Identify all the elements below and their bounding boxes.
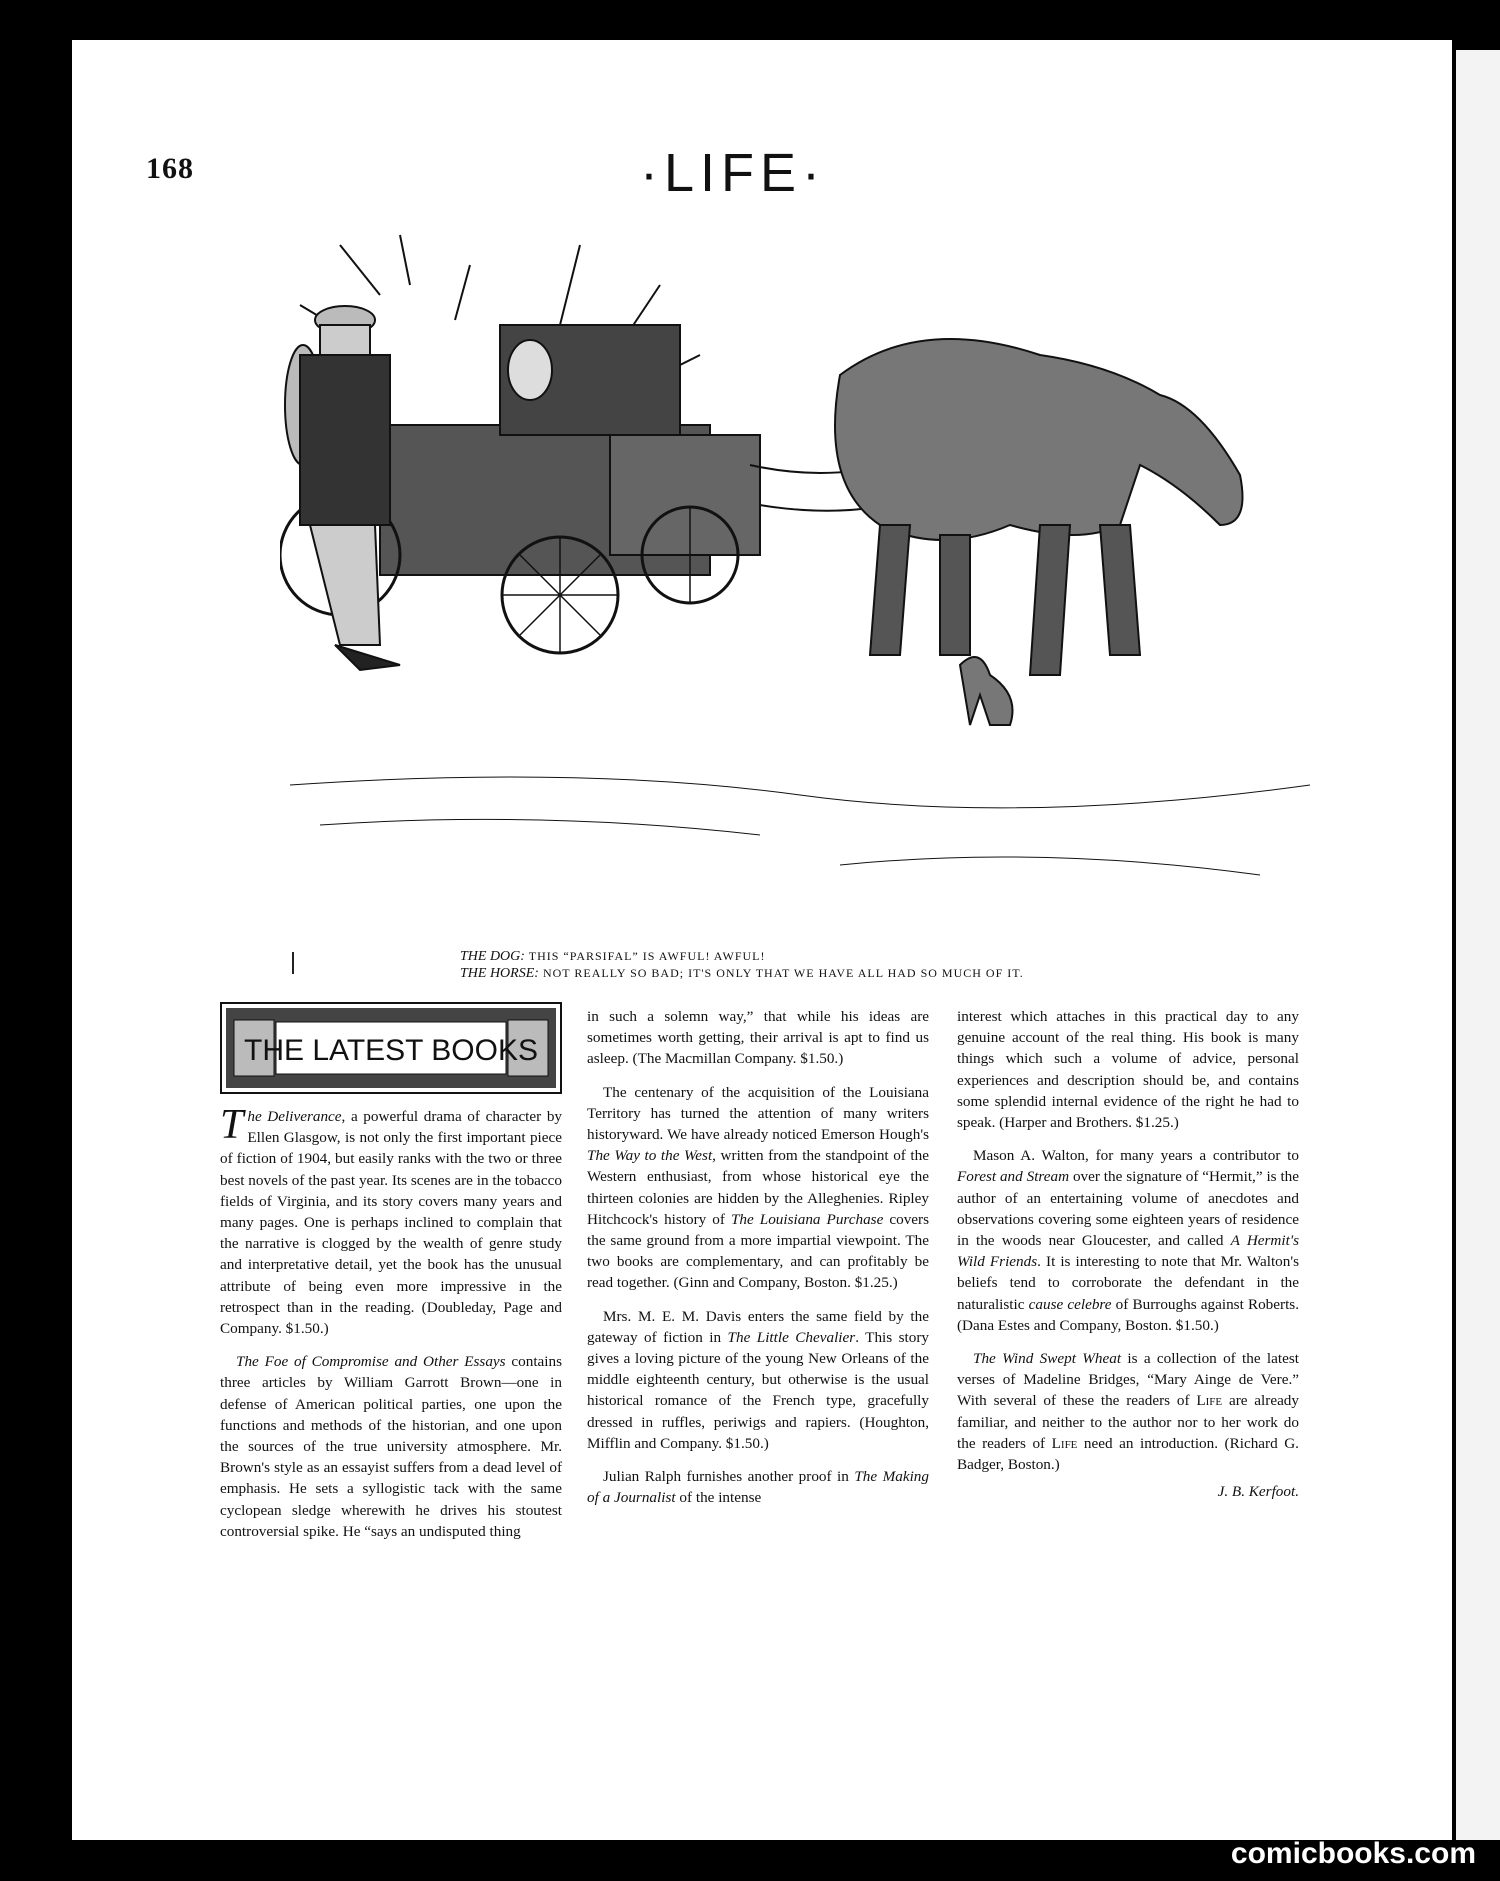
caption-dog xyxy=(460,948,1400,965)
caption-dog-text: THIS “PARSIFAL” IS AWFUL! AWFUL! xyxy=(528,949,766,963)
paragraph-text: over the signature of “Hermit,” is the author of an entertaining volume of anecdotes and observations covering some eighteen years of residence in the woods near Gloucester, and called xyxy=(957,1168,1299,1250)
man-figure xyxy=(300,306,400,670)
horse-figure xyxy=(835,339,1243,675)
italic-phrase: cause celebre xyxy=(1028,1295,1112,1313)
paragraph-text: , written from the standpoint of the Western enthusiast, from whose historical eye the thirteen colonies are hidden by the Alleghenies. Ripley Hitchcock's history of xyxy=(587,1147,929,1228)
magazine-name: Life xyxy=(1196,1392,1223,1410)
book-title: A Hermit's Wild Friends xyxy=(957,1232,1299,1271)
publication-title: Forest and Stream xyxy=(957,1168,1070,1186)
paragraph-text: of Burroughs against Roberts. (Dana Estes and Company, Boston. $1.50.) xyxy=(957,1295,1299,1334)
site-watermark: comicbooks.com xyxy=(1230,1837,1476,1870)
paragraph-text: Julian Ralph furnishes another proof in xyxy=(603,1468,855,1486)
paragraph-deliverance xyxy=(220,1102,563,1339)
paragraph-foe-of-compromise xyxy=(220,1351,562,1542)
paragraph-text: of the intense xyxy=(675,1489,762,1507)
section-banner xyxy=(220,1002,562,1094)
paragraph-text: in such a solemn way,” that while his ideas are sometimes worth getting, their arrival is apt to find us asleep. (The Macmillan Company. $1.50.) xyxy=(587,1008,929,1068)
paragraph-continuation xyxy=(587,1006,929,1070)
book-title: he Deliverance xyxy=(247,1108,342,1125)
paragraph-text: interest which attaches in this practical day to any genuine account of the real thing. His book is many things which such a volume of advice, personal experiences and description should be, and contains some splendid internal evidence of the right he had to speak. (Harper and Brothers. $1.25.) xyxy=(957,1008,1299,1132)
paragraph-text: The centenary of the acquisition of the Louisiana Territory has turned the attention of many writers historyward. We have already noticed Emerson Hough's xyxy=(587,1083,929,1144)
paragraph-text: contains three articles by William Garrott Brown—one in defense of American political parties, one upon the functions and methods of the historian, and one upon the sources of the true university atmosphere. Mr. Brown's style as an essayist suffers from a dead level of emphasis. He sets a syllogistic tack with the same cyclopean sledge wherewith he drives his stoutest controversial spike. He “says an undisputed thing xyxy=(220,1353,562,1540)
book-title: The Way to the West xyxy=(587,1147,713,1165)
book-title: The Louisiana Purchase xyxy=(730,1210,884,1228)
caption-horse-speaker: THE HORSE: xyxy=(460,966,539,981)
paragraph-text: Mrs. M. E. M. Davis enters the same field by the gateway of fiction in xyxy=(587,1307,929,1346)
book-title: The Wind Swept Wheat xyxy=(973,1350,1122,1368)
paragraph-text: are already familiar, and neither to the author nor to her work do the readers of xyxy=(957,1392,1299,1452)
column-2 xyxy=(587,1006,929,1520)
paragraph-text: , a powerful drama of character by Ellen Glasgow, is not only the first important piece of fiction of 1904, but easily ranks with the two or three best novels of the past year. Its scenes are in the tobacco fields of Virginia, and its story covers many years and many pages. One is perhaps inclined to complain that the narrative is clogged by the wealth of genre study and interpretative detail, yet the book has the unusual attribute of being even more impressive in the retrospect than in the reading. (Doubleday, Page and Company. $1.50.) xyxy=(220,1108,563,1338)
paragraph-text: Mason A. Walton, for many years a contributor to xyxy=(973,1147,1299,1165)
cartoon-illustration xyxy=(280,225,1320,925)
book-title: The Making of a Journalist xyxy=(587,1468,929,1507)
paragraph-continuation xyxy=(957,1006,1299,1133)
caption-horse-text: NOT REALLY SO BAD; IT'S ONLY THAT WE HAVE ALL HAD SO MUCH OF IT. xyxy=(542,966,1024,980)
book-title: The Foe of Compromise and Other Essays xyxy=(236,1353,506,1371)
page-number: 168 xyxy=(146,152,194,185)
masthead: ·LIFE· xyxy=(640,143,827,203)
paragraph-text: covers the same ground from a more impartial viewpoint. The two books are complementary, and can profitably be read together. (Ginn and Company, Boston. $1.25.) xyxy=(587,1210,929,1292)
drop-cap: T xyxy=(220,1102,244,1148)
paragraph-text: . This story gives a loving picture of the young New Orleans of the middle eighteenth century, but otherwise is the usual historical romance of the French type, gracefully dressed in ruffles, periwigs and rapiers. (Houghton, Mifflin and Company. $1.50.) xyxy=(587,1328,929,1452)
cartoon-caption xyxy=(460,948,1400,982)
paragraph-text: need an introduction. (Richard G. Badger, Boston.) xyxy=(957,1434,1299,1474)
paragraph-text: is a collection of the latest verses of Madeline Bridges, “Mary Ainge de Vere.” With several of these the readers of xyxy=(957,1350,1299,1410)
adjacent-page-edge xyxy=(1456,50,1500,1840)
paragraph-wind-swept-wheat xyxy=(957,1348,1299,1475)
book-title: The Little Chevalier xyxy=(727,1328,856,1346)
author-signature: J. B. Kerfoot. xyxy=(1217,1483,1299,1501)
paragraph-journalist xyxy=(587,1466,929,1508)
caption-dog-speaker: THE DOG: xyxy=(460,949,525,964)
column-1 xyxy=(220,1102,563,1554)
section-heading: THE LATEST BOOKS xyxy=(244,1034,538,1067)
paragraph-text: . It is interesting to note that Mr. Walton's beliefs tend to corroborate the defendant in the naturalistic xyxy=(957,1253,1299,1313)
paragraph-louisiana xyxy=(587,1082,929,1294)
margin-mark xyxy=(292,952,294,974)
magazine-name: Life xyxy=(1051,1434,1078,1452)
column-3 xyxy=(957,1006,1299,1502)
paragraph-hermit xyxy=(957,1145,1299,1336)
dog-figure xyxy=(960,657,1013,725)
caption-horse xyxy=(460,965,1400,982)
paragraph-little-chevalier xyxy=(587,1306,929,1454)
